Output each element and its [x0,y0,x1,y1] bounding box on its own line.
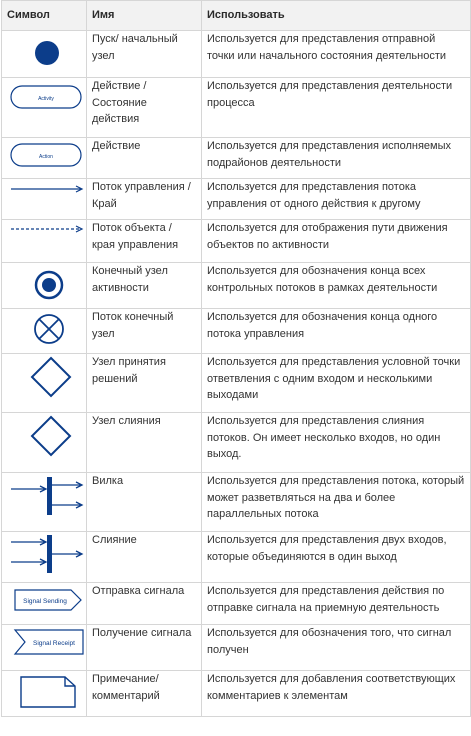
symbol-cell [2,309,87,354]
table-row [2,220,471,263]
usage-cell: Используется для представления деятельности процесса [202,78,471,138]
name-cell: Вилка [87,473,202,532]
table-row [2,354,471,413]
usage-cell: Используется для представления потока управления от одного действия к другому [202,179,471,220]
table-row [2,473,471,532]
usage-cell: Используется для обозначения конца одного потока управления [202,309,471,354]
usage-cell: Используется для представления действия по отправке сигнала на приемную деятельность [202,583,471,625]
signal-receipt-icon [7,625,87,659]
table-row [2,179,471,220]
signal-sending-icon-label: Signal Sending [23,598,67,605]
name-cell: Узел принятия решений [87,354,202,413]
table-row [2,625,471,671]
symbol-cell [2,179,87,220]
decision-node-icon [7,354,87,400]
name-cell: Узел слияния [87,413,202,473]
symbol-cell [2,31,87,78]
table-row [2,31,471,78]
symbol-cell [2,532,87,583]
usage-cell: Используется для представления потока, который может разветвляться на два и более параллельных потока [202,473,471,532]
note-comment-icon [7,671,87,711]
name-cell: Конечный узел активности [87,263,202,309]
name-cell: Получение сигнала [87,625,202,671]
name-cell: Действие [87,138,202,179]
header-usage: Использовать [202,1,471,31]
name-cell: Поток объекта / края управления [87,220,202,263]
usage-cell: Используется для представления слияния потоков. Он имеет несколько входов, но один выход. [202,413,471,473]
action-icon-label: Action [39,154,53,160]
table-row [2,138,471,179]
name-cell: Действие / Состояние действия [87,78,202,138]
name-cell: Слияние [87,532,202,583]
symbol-cell [2,583,87,625]
name-cell: Пуск/ начальный узел [87,31,202,78]
name-cell: Примечание/ комментарий [87,671,202,717]
initial-node-icon [7,31,87,71]
table-row [2,78,471,138]
activity-icon [7,78,87,118]
flow-final-node-icon [7,309,87,349]
table-row [2,671,471,717]
name-cell: Поток управления / Край [87,179,202,220]
symbol-cell [2,78,87,138]
merge-node-icon [7,413,87,459]
name-cell: Поток конечный узел [87,309,202,354]
usage-cell: Используется для добавления соответствующих комментариев к элементам [202,671,471,717]
usage-cell: Используется для обозначения конца всех контрольных потоков в рамках деятельности [202,263,471,309]
table-row [2,583,471,625]
activity-icon-label: Activity [38,96,54,102]
table-row [2,263,471,309]
usage-cell: Используется для отображения пути движения объектов по активности [202,220,471,263]
object-flow-arrow-icon [7,220,87,244]
signal-sending-icon [7,583,87,617]
usage-cell: Используется для представления условной точки ответвления с одним входом и несколькими выходами [202,354,471,413]
activity-final-node-icon [7,263,87,303]
action-icon [7,138,87,172]
symbol-cell [2,413,87,473]
control-flow-arrow-icon [7,179,87,203]
header-name: Имя [87,1,202,31]
symbol-cell [2,354,87,413]
usage-cell: Используется для представления исполняемых подрайонов деятельности [202,138,471,179]
uml-symbols-table [1,0,471,717]
fork-icon [7,473,87,523]
symbol-cell [2,138,87,179]
symbol-cell [2,671,87,717]
usage-cell: Используется для представления отправной точки или начального состояния деятельности [202,31,471,78]
table-header-row [2,1,471,31]
symbol-cell [2,220,87,263]
name-cell: Отправка сигнала [87,583,202,625]
usage-cell: Используется для представления двух входов, которые объединяются в один выход [202,532,471,583]
signal-receipt-icon-label: Signal Receipt [33,640,75,647]
symbol-cell [2,263,87,309]
usage-cell: Используется для обозначения того, что сигнал получен [202,625,471,671]
symbol-cell [2,473,87,532]
table-row [2,532,471,583]
table-row [2,309,471,354]
header-symbol: Символ [2,1,87,31]
symbol-cell [2,625,87,671]
join-icon [7,532,87,578]
table-row [2,413,471,473]
